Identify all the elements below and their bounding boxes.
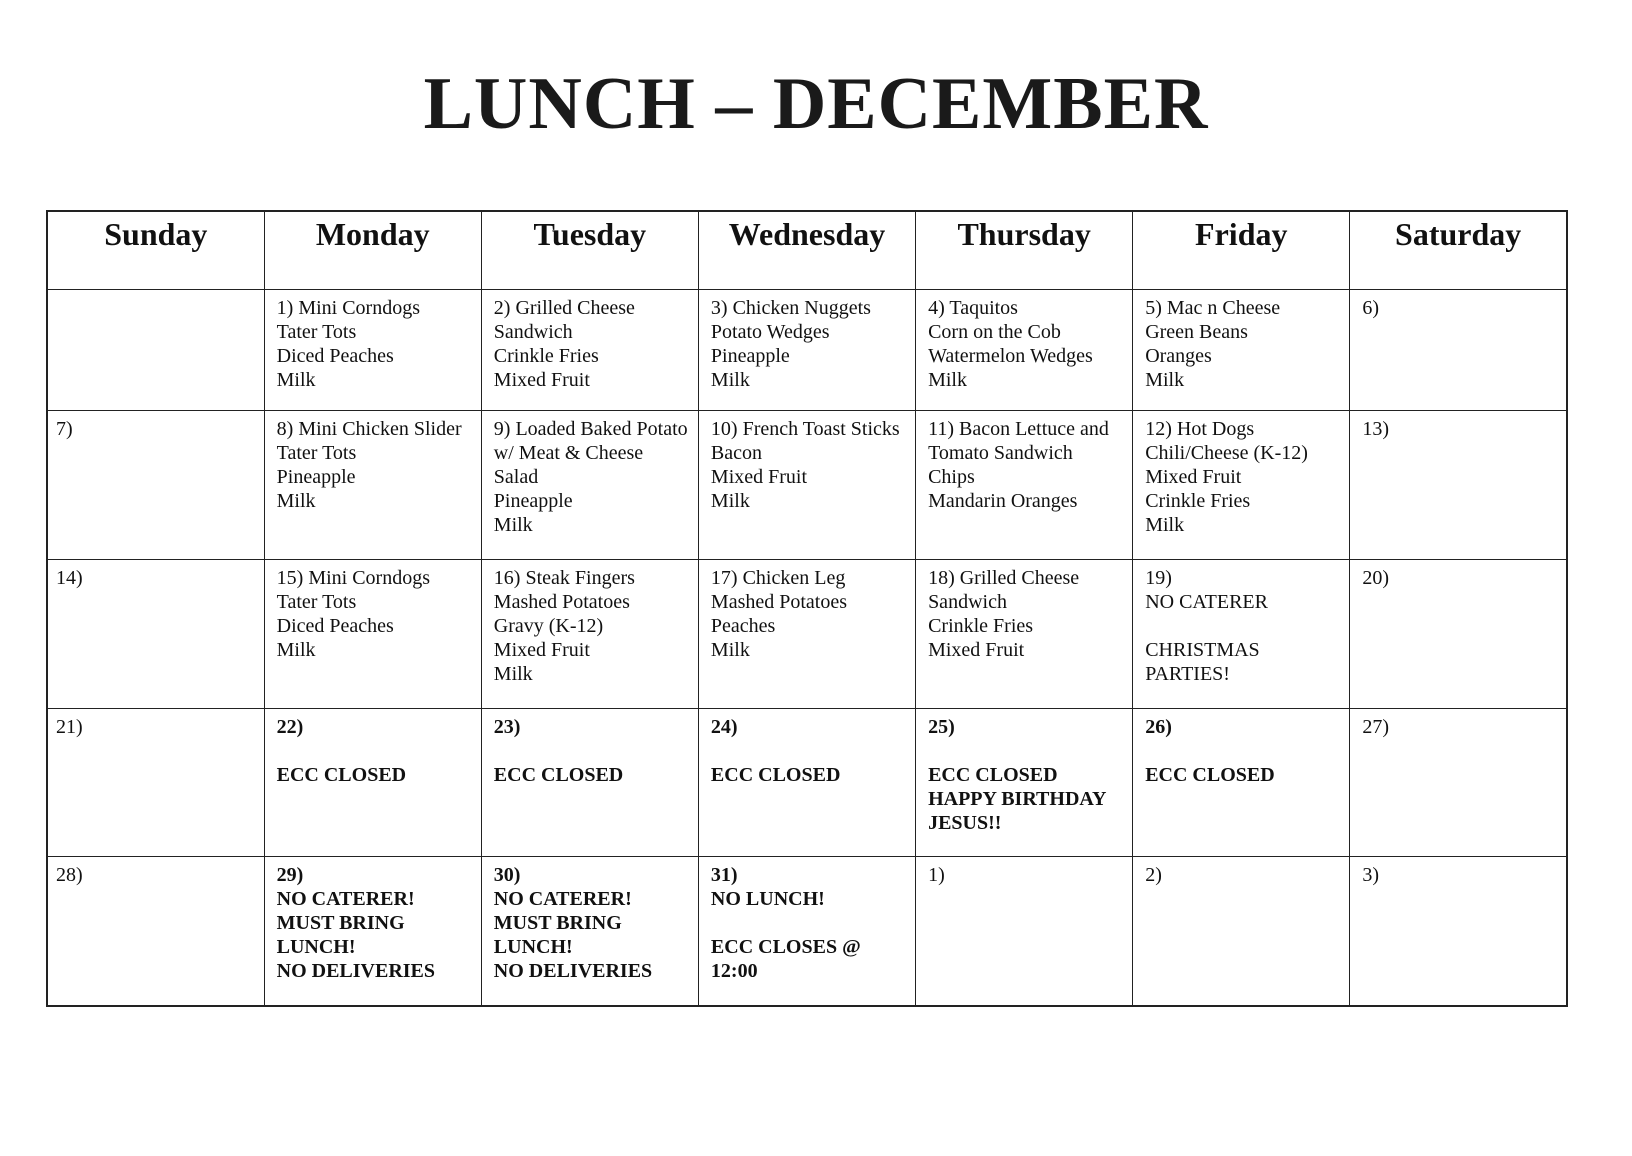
day-number: 29) [276,864,304,887]
menu-item: Mini Corndogs [298,297,420,319]
blank-line [277,739,475,763]
notice-text: NO DELIVERIES [276,960,436,983]
blank-line [711,911,909,935]
day-first-line [1362,863,1560,887]
menu-item: Grilled Cheese [515,297,635,319]
day-number: 26) [1145,715,1172,738]
notice-text: ECC CLOSED [710,763,841,786]
menu-item: Diced Peaches [276,345,394,367]
weekday-header: Sunday [47,211,264,290]
menu-item: Bacon Lettuce and [958,418,1109,441]
notice-text: JESUS!! [928,811,1002,834]
notice-text: LUNCH! [493,936,573,959]
menu-item: Pineapple [276,466,356,489]
day-first-line [56,417,258,441]
menu-item: Milk [1145,514,1185,537]
menu-item: Chips [928,466,975,489]
notice-text: ECC CLOSED [493,763,624,786]
blank-line [494,739,692,763]
day-number: 25) [928,715,955,738]
menu-item: Watermelon Wedges [928,345,1093,367]
menu-item: Milk [276,639,316,662]
day-first-line [711,296,909,320]
day-cell [1350,290,1567,411]
day-cell [264,290,481,411]
day-first-line [928,863,1126,887]
menu-item: Milk [710,639,750,662]
notice-text: NO DELIVERIES [493,960,653,983]
day-number: 4) [928,297,945,319]
day-number: 17) [710,567,738,590]
weekday-header: Monday [264,211,481,290]
day-cell [1350,560,1567,709]
menu-item: Bacon [710,442,763,465]
menu-item: Taquitos [949,297,1018,319]
day-cell [481,857,698,1006]
menu-item: Oranges [1145,345,1212,367]
day-first-line [711,863,909,887]
day-number: 22) [276,715,304,738]
day-cell [698,560,915,709]
day-number: 30) [493,864,521,887]
day-first-line [1362,715,1560,739]
menu-item: Tomato Sandwich [928,442,1073,465]
day-first-line [928,566,1126,590]
menu-item: Crinkle Fries [1145,490,1251,513]
day-first-line [277,566,475,590]
menu-item: Tater Tots [276,591,357,614]
day-number: 3) [1362,864,1380,887]
day-first-line [1145,863,1343,887]
day-cell [698,411,915,560]
day-first-line [56,863,258,887]
menu-item: PARTIES! [1145,663,1230,686]
menu-item: Loaded Baked Potato [515,418,688,441]
menu-item: Potato Wedges [710,321,830,343]
menu-item: Tater Tots [276,442,357,465]
day-cell [481,411,698,560]
day-first-line [928,417,1126,441]
day-cell [264,560,481,709]
weekday-header: Saturday [1350,211,1567,290]
day-cell [481,708,698,857]
day-cell [916,290,1133,411]
calendar-weeks [47,290,1567,1007]
day-cell [481,560,698,709]
day-cell [916,857,1133,1006]
day-first-line [1145,296,1343,320]
menu-item: Pineapple [710,345,790,367]
menu-item: Crinkle Fries [928,615,1034,638]
day-cell [698,708,915,857]
day-number: 16) [493,567,521,590]
menu-item: Milk [928,369,967,391]
menu-item: Milk [276,490,316,513]
day-cell [916,708,1133,857]
day-first-line [494,715,692,739]
day-number: 11) [928,418,954,441]
day-first-line [1362,296,1560,320]
notice-text: HAPPY BIRTHDAY [928,787,1107,810]
menu-item: Sandwich [928,591,1007,614]
menu-item: Milk [1145,369,1185,391]
menu-item: French Toast Sticks [742,418,900,441]
notice-text: 12:00 [710,960,758,983]
day-number: 1) [928,864,945,887]
menu-item: Milk [710,369,750,391]
menu-item: Gravy (K-12) [493,615,604,638]
day-number: 2) [493,297,511,319]
menu-item: Milk [493,514,533,537]
day-cell [47,411,264,560]
day-number: 23) [493,715,521,738]
menu-item: Corn on the Cob [928,321,1061,343]
day-number: 5) [1145,297,1162,319]
day-number: 24) [710,715,738,738]
menu-item: Diced Peaches [276,615,394,638]
day-number: 20) [1362,567,1390,590]
day-first-line [711,417,909,441]
menu-item: Sandwich [493,321,573,343]
day-first-line [494,296,692,320]
calendar-week-row [47,708,1567,857]
day-number: 2) [1145,864,1162,887]
day-cell [1133,560,1350,709]
day-number: 15) [276,567,304,590]
menu-item: Mashed Potatoes [710,591,848,614]
menu-item: CHRISTMAS [1145,639,1260,662]
menu-item: Mini Chicken Slider [298,418,462,441]
day-first-line [711,715,909,739]
day-number: 1) [276,297,294,319]
menu-item: Hot Dogs [1176,418,1255,441]
day-first-line [928,296,1126,320]
day-first-line [494,566,692,590]
day-cell [1133,290,1350,411]
blank-line [1145,614,1343,638]
weekday-header: Wednesday [698,211,915,290]
lunch-calendar [46,210,1568,1007]
weekday-header: Friday [1133,211,1350,290]
day-first-line [277,715,475,739]
day-first-line [1145,417,1343,441]
notice-text: ECC CLOSED [276,763,407,786]
notice-text: MUST BRING [493,912,622,935]
day-first-line [711,566,909,590]
day-number: 13) [1362,418,1390,441]
blank-line [1145,739,1343,763]
menu-item: Pineapple [493,490,573,513]
day-first-line [928,715,1126,739]
menu-item: Mixed Fruit [1145,466,1242,489]
day-number: 14) [56,567,83,590]
menu-item: Crinkle Fries [493,345,599,367]
day-cell [698,290,915,411]
day-first-line [277,417,475,441]
notice-text: NO CATERER! [493,888,632,911]
blank-line [711,739,909,763]
day-cell [481,290,698,411]
menu-item: Mashed Potatoes [493,591,630,614]
notice-text: ECC CLOSED [928,763,1058,786]
menu-item: Salad [493,466,539,489]
day-number: 31) [710,864,738,887]
day-first-line [1362,566,1560,590]
menu-item: Peaches [710,615,776,638]
menu-item: Mini Corndogs [308,567,430,590]
calendar-week-row [47,560,1567,709]
day-number: 7) [56,418,73,441]
day-cell [916,560,1133,709]
weekday-header: Tuesday [481,211,698,290]
day-number: 8) [276,418,294,441]
menu-item: Steak Fingers [525,567,635,590]
day-first-line [277,296,475,320]
day-number: 28) [56,864,83,887]
menu-item: NO CATERER [1145,591,1268,614]
notice-text: NO LUNCH! [710,888,825,911]
notice-text: LUNCH! [276,936,356,959]
menu-item: Chicken Leg [742,567,846,590]
day-cell [1133,708,1350,857]
menu-item: Mixed Fruit [493,639,590,662]
day-first-line [56,715,258,739]
day-cell [264,708,481,857]
calendar-week-row [47,411,1567,560]
day-number: 27) [1362,715,1390,738]
day-cell [1350,411,1567,560]
day-cell [1350,857,1567,1006]
blank-line [928,739,1126,763]
day-number: 9) [493,418,511,441]
day-cell [47,708,264,857]
menu-item: Mandarin Oranges [928,490,1078,513]
menu-item: Chili/Cheese (K-12) [1145,442,1308,465]
day-cell [47,857,264,1006]
menu-item: Mixed Fruit [928,639,1025,662]
day-number: 3) [710,297,728,319]
weekday-header-row [47,211,1567,290]
menu-item: Mixed Fruit [710,466,808,489]
day-first-line [56,566,258,590]
menu-item: Green Beans [1145,321,1248,343]
notice-text: NO CATERER! [276,888,415,911]
calendar-week-row [47,857,1567,1006]
day-number: 12) [1145,418,1172,441]
day-first-line [277,863,475,887]
notice-text: ECC CLOSED [1145,763,1275,786]
menu-item: Milk [493,663,533,686]
day-cell [264,857,481,1006]
page-title: LUNCH – DECEMBER [423,63,1209,145]
day-number: 18) [928,567,955,590]
day-cell [1133,411,1350,560]
menu-item: Grilled Cheese [959,567,1080,590]
day-cell [47,560,264,709]
weekday-header: Thursday [916,211,1133,290]
day-cell [916,411,1133,560]
day-number: 10) [710,418,738,441]
day-first-line [1145,566,1343,590]
day-first-line [1362,417,1560,441]
day-number: 21) [56,715,83,738]
menu-item: w/ Meat & Cheese [493,442,644,465]
menu-item: Milk [710,490,750,513]
day-cell [264,411,481,560]
menu-item: Milk [276,369,316,391]
day-first-line [494,863,692,887]
day-number: 19) [1145,567,1172,590]
day-first-line [494,417,692,441]
day-cell [47,290,264,411]
day-number: 6) [1362,297,1380,319]
notice-text: ECC CLOSES @ [710,936,861,959]
calendar-week-row [47,290,1567,411]
day-cell [1133,857,1350,1006]
day-first-line [1145,715,1343,739]
day-cell [698,857,915,1006]
menu-item: Mac n Cheese [1166,297,1281,319]
day-cell [1350,708,1567,857]
menu-item: Chicken Nuggets [732,297,871,319]
menu-item: Mixed Fruit [493,369,590,391]
menu-item: Tater Tots [276,321,357,343]
notice-text: MUST BRING [276,912,405,935]
